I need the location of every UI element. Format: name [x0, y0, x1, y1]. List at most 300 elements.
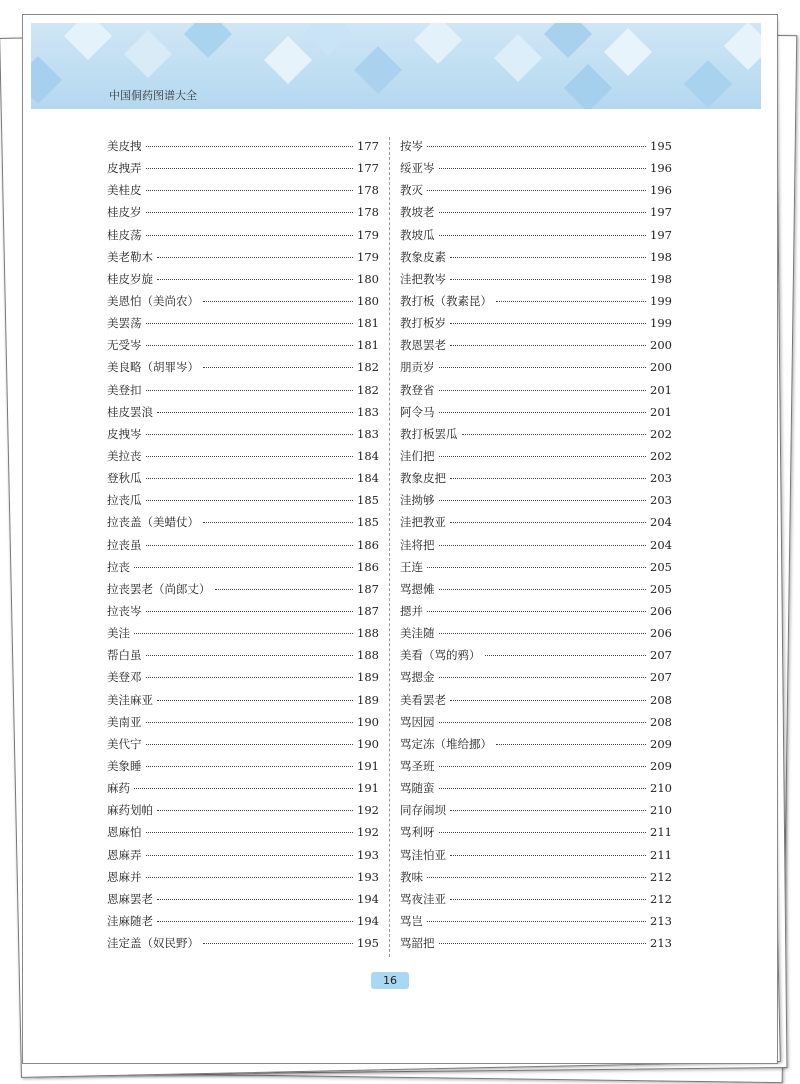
dot-leader: [146, 190, 354, 191]
entry-page: 198: [650, 249, 672, 264]
toc-entry[interactable]: [107, 847, 379, 869]
toc-right-column: [400, 138, 672, 957]
entry-name: 美拉丧: [107, 448, 142, 463]
dot-leader: [427, 921, 646, 922]
entry-page: 193: [357, 869, 379, 884]
dot-leader: [439, 589, 647, 590]
entry-page: 206: [650, 603, 672, 618]
dot-leader: [146, 744, 354, 745]
toc-entry[interactable]: [400, 847, 672, 869]
entry-page: 180: [357, 271, 379, 286]
entry-page: 210: [650, 803, 672, 818]
entry-page: 200: [650, 338, 672, 353]
entry-page: 188: [357, 626, 379, 641]
toc-entry[interactable]: [400, 736, 672, 758]
entry-page: 185: [357, 493, 379, 508]
toc-entry[interactable]: [107, 824, 379, 846]
dot-leader: [439, 633, 647, 634]
dot-leader: [146, 766, 354, 767]
dot-leader: [146, 855, 354, 856]
entry-name: 教味: [400, 869, 423, 884]
toc-entry[interactable]: [400, 780, 672, 802]
dot-leader: [450, 700, 646, 701]
toc-entry[interactable]: [400, 913, 672, 935]
entry-page: 187: [357, 581, 379, 596]
entry-name: 绥亚岑: [400, 161, 435, 176]
dot-leader: [439, 677, 647, 678]
dot-leader: [439, 456, 647, 457]
entry-page: 183: [357, 404, 379, 419]
entry-page: 211: [650, 825, 672, 840]
entry-page: 180: [357, 293, 379, 308]
toc-entry[interactable]: [107, 382, 379, 404]
dot-leader: [439, 943, 647, 944]
dot-leader: [427, 146, 646, 147]
entry-page: 201: [650, 382, 672, 397]
entry-page: 186: [357, 537, 379, 552]
dot-leader: [146, 345, 354, 346]
dot-leader: [439, 367, 647, 368]
toc-entry[interactable]: [107, 669, 379, 691]
dot-leader: [215, 589, 354, 590]
toc-entry[interactable]: [400, 293, 672, 315]
entry-name: 按岑: [400, 139, 423, 153]
entry-page: 189: [357, 692, 379, 707]
entry-name: 恩麻并: [107, 869, 142, 884]
entry-name: 阿令马: [400, 404, 435, 419]
entry-name: 美南亚: [107, 714, 142, 729]
dot-leader: [427, 611, 646, 612]
entry-name: 美登邓: [107, 670, 142, 685]
dot-leader: [157, 700, 353, 701]
entry-name: 骂夜洼亚: [400, 891, 446, 906]
entry-page: 199: [650, 316, 672, 331]
entry-page: 207: [650, 648, 672, 663]
toc-entry[interactable]: [107, 293, 379, 315]
toc-entry[interactable]: [400, 603, 672, 625]
entry-name: 王连: [400, 559, 423, 574]
entry-name: 美老勒木: [107, 249, 153, 264]
entry-page: 203: [650, 493, 672, 508]
toc-entry[interactable]: [107, 138, 379, 160]
dot-leader: [439, 390, 647, 391]
entry-name: 美洼随: [400, 626, 435, 641]
entry-name: 教坡老: [400, 205, 435, 220]
toc-entry[interactable]: [107, 537, 379, 559]
toc-entry[interactable]: [107, 913, 379, 935]
toc-entry[interactable]: [400, 559, 672, 581]
entry-name: 教灭: [400, 183, 423, 198]
dot-leader: [450, 257, 646, 258]
entry-page: 194: [357, 913, 379, 928]
entry-page: 183: [357, 426, 379, 441]
dot-leader: [146, 722, 354, 723]
entry-name: 骂摁金: [400, 670, 435, 685]
toc-entry[interactable]: [107, 802, 379, 824]
entry-page: 184: [357, 448, 379, 463]
entry-page: 206: [650, 626, 672, 641]
entry-page: 201: [650, 404, 672, 419]
entry-page: 208: [650, 692, 672, 707]
entry-name: 美罢荡: [107, 316, 142, 331]
toc-entry[interactable]: [400, 625, 672, 647]
entry-name: 教坡瓜: [400, 227, 435, 242]
toc-entry[interactable]: [107, 714, 379, 736]
dot-leader: [157, 921, 353, 922]
entry-page: 177: [357, 139, 379, 153]
entry-page: 181: [357, 338, 379, 353]
toc-entry[interactable]: [400, 891, 672, 913]
entry-page: 204: [650, 515, 672, 530]
toc-entry[interactable]: [400, 138, 672, 160]
entry-name: 美桂皮: [107, 183, 142, 198]
toc-entry[interactable]: [400, 404, 672, 426]
entry-name: 美洼: [107, 626, 130, 641]
toc-entry[interactable]: [107, 559, 379, 581]
entry-page: 202: [650, 426, 672, 441]
entry-name: 拉丧虽: [107, 537, 142, 552]
dot-leader: [450, 279, 646, 280]
toc-entry[interactable]: [400, 382, 672, 404]
dot-leader: [496, 301, 646, 302]
entry-page: 205: [650, 581, 672, 596]
entry-name: 登秋瓜: [107, 471, 142, 486]
toc-entry[interactable]: [400, 714, 672, 736]
entry-name: 拉丧岑: [107, 603, 142, 618]
dot-leader: [146, 877, 354, 878]
entry-page: 179: [357, 227, 379, 242]
dot-leader: [203, 367, 353, 368]
dot-leader: [203, 943, 353, 944]
entry-page: 196: [650, 183, 672, 198]
toc-entry[interactable]: [107, 426, 379, 448]
toc-entry[interactable]: [400, 448, 672, 470]
entry-page: 203: [650, 471, 672, 486]
toc-entry[interactable]: [400, 869, 672, 891]
toc-entry[interactable]: [107, 404, 379, 426]
dot-leader: [146, 146, 354, 147]
toc-entry[interactable]: [107, 736, 379, 758]
dot-leader: [439, 832, 647, 833]
dot-leader: [439, 168, 647, 169]
entry-page: 198: [650, 271, 672, 286]
entry-name: 皮拽岑: [107, 426, 142, 441]
toc-entry[interactable]: [107, 271, 379, 293]
dot-leader: [146, 390, 354, 391]
dot-leader: [157, 412, 353, 413]
entry-page: 193: [357, 847, 379, 862]
dot-leader: [157, 899, 353, 900]
entry-name: 美看（骂的鸦）: [400, 648, 481, 663]
entry-name: 骂随蛮: [400, 781, 435, 796]
entry-name: 朋贡岁: [400, 360, 435, 375]
entry-page: 178: [357, 205, 379, 220]
entry-name: 拉丧瓜: [107, 493, 142, 508]
dot-leader: [134, 633, 353, 634]
entry-name: 美洼麻亚: [107, 692, 153, 707]
entry-name: 洼拗够: [400, 493, 435, 508]
entry-page: 200: [650, 360, 672, 375]
toc-entry[interactable]: [107, 182, 379, 204]
toc-entry[interactable]: [107, 492, 379, 514]
dot-leader: [146, 832, 354, 833]
dot-leader: [146, 611, 354, 612]
entry-name: 桂皮岁旋: [107, 271, 153, 286]
entry-page: 199: [650, 293, 672, 308]
entry-name: 麻药: [107, 781, 130, 796]
entry-page: 191: [357, 758, 379, 773]
toc-entry[interactable]: [400, 359, 672, 381]
entry-name: 同存闹坝: [400, 803, 446, 818]
entry-name: 桂皮罢浪: [107, 404, 153, 419]
dot-leader: [427, 190, 646, 191]
entry-page: 195: [650, 139, 672, 153]
entry-page: 190: [357, 714, 379, 729]
toc-entry[interactable]: [107, 337, 379, 359]
toc-entry[interactable]: [107, 514, 379, 536]
book-title: 中国侗药图谱大全: [109, 89, 197, 102]
dot-leader: [146, 323, 354, 324]
entry-page: 185: [357, 515, 379, 530]
entry-page: 191: [357, 781, 379, 796]
toc-entry[interactable]: [400, 249, 672, 271]
entry-name: 教打板罢瓜: [400, 426, 458, 441]
toc-entry[interactable]: [107, 470, 379, 492]
toc-entry[interactable]: [107, 647, 379, 669]
dot-leader: [439, 766, 647, 767]
entry-page: 182: [357, 360, 379, 375]
entry-name: 骂洼怕亚: [400, 847, 446, 862]
toc-entry[interactable]: [400, 802, 672, 824]
dot-leader: [146, 655, 354, 656]
dot-leader: [146, 500, 354, 501]
dot-leader: [203, 301, 353, 302]
entry-name: 恩麻弄: [107, 847, 142, 862]
entry-name: 骂利呀: [400, 825, 435, 840]
toc-entry[interactable]: [400, 669, 672, 691]
dot-leader: [146, 677, 354, 678]
entry-name: 摁并: [400, 603, 423, 618]
entry-page: 179: [357, 249, 379, 264]
entry-name: 骂韶把: [400, 936, 435, 951]
dot-leader: [496, 744, 646, 745]
entry-name: 恩麻怕: [107, 825, 142, 840]
entry-name: 拉丧罢老（尚郎丈）: [107, 581, 211, 596]
toc-entry[interactable]: [107, 315, 379, 337]
toc-entry[interactable]: [400, 758, 672, 780]
dot-leader: [439, 500, 647, 501]
dot-leader: [485, 655, 647, 656]
entry-name: 教象皮把: [400, 471, 446, 486]
dot-leader: [427, 877, 646, 878]
entry-page: 202: [650, 448, 672, 463]
dot-leader: [146, 212, 354, 213]
entry-page: 197: [650, 227, 672, 242]
toc-entry[interactable]: [400, 204, 672, 226]
dot-leader: [450, 899, 646, 900]
entry-name: 桂皮荡: [107, 227, 142, 242]
toc-entry[interactable]: [400, 337, 672, 359]
dot-leader: [427, 567, 646, 568]
entry-page: 210: [650, 781, 672, 796]
dot-leader: [439, 212, 647, 213]
entry-name: 骂定冻（堆给挪）: [400, 736, 492, 751]
entry-name: 桂皮岁: [107, 205, 142, 220]
entry-page: 205: [650, 559, 672, 574]
toc-entry[interactable]: [400, 581, 672, 603]
entry-name: 洼把教岑: [400, 271, 446, 286]
toc-entry[interactable]: [400, 514, 672, 536]
entry-page: 208: [650, 714, 672, 729]
dot-leader: [439, 788, 647, 789]
dot-leader: [146, 434, 354, 435]
dot-leader: [450, 855, 646, 856]
toc-entry[interactable]: [107, 869, 379, 891]
toc-entry[interactable]: [107, 359, 379, 381]
dot-leader: [203, 522, 353, 523]
toc-entry[interactable]: [107, 692, 379, 714]
dot-leader: [146, 168, 354, 169]
toc-left-column: [107, 138, 379, 957]
dot-leader: [146, 478, 354, 479]
page-number: 16: [371, 972, 409, 989]
entry-name: 美良略（胡罪岑）: [107, 360, 199, 375]
entry-page: 189: [357, 670, 379, 685]
toc-entry[interactable]: [107, 227, 379, 249]
dot-leader: [450, 810, 646, 811]
book-page: [22, 14, 778, 1064]
entry-page: 184: [357, 471, 379, 486]
dot-leader: [146, 235, 354, 236]
toc-entry[interactable]: [107, 891, 379, 913]
entry-page: 177: [357, 161, 379, 176]
column-divider: [389, 137, 390, 957]
entry-name: 美代宁: [107, 736, 142, 751]
entry-name: 拉丧: [107, 559, 130, 574]
dot-leader: [450, 478, 646, 479]
toc-entry[interactable]: [400, 271, 672, 293]
entry-page: 182: [357, 382, 379, 397]
entry-page: 207: [650, 670, 672, 685]
dot-leader: [439, 545, 647, 546]
entry-name: 洼定盖（奴民野）: [107, 936, 199, 951]
entry-page: 194: [357, 891, 379, 906]
dot-leader: [146, 545, 354, 546]
entry-name: 美象睡: [107, 758, 142, 773]
toc-entry[interactable]: [107, 780, 379, 802]
entry-name: 洼把教亚: [400, 515, 446, 530]
entry-page: 204: [650, 537, 672, 552]
entry-page: 211: [650, 847, 672, 862]
entry-name: 恩麻罢老: [107, 891, 153, 906]
entry-page: 213: [650, 913, 672, 928]
dot-leader: [462, 434, 647, 435]
entry-page: 187: [357, 603, 379, 618]
dot-leader: [450, 323, 646, 324]
toc-entry[interactable]: [400, 426, 672, 448]
entry-page: 192: [357, 825, 379, 840]
dot-leader: [134, 788, 353, 789]
entry-name: 洼将把: [400, 537, 435, 552]
toc-entry[interactable]: [107, 603, 379, 625]
entry-name: 骂摁傩: [400, 581, 435, 596]
toc-entry[interactable]: [400, 160, 672, 182]
entry-page: 196: [650, 161, 672, 176]
toc-entry[interactable]: [400, 182, 672, 204]
entry-page: 188: [357, 648, 379, 663]
dot-leader: [450, 345, 646, 346]
toc-entry[interactable]: [400, 492, 672, 514]
toc-entry[interactable]: [107, 581, 379, 603]
entry-name: 骂圣班: [400, 758, 435, 773]
toc-entry[interactable]: [400, 470, 672, 492]
page-header-banner: [31, 23, 761, 109]
entry-page: 209: [650, 758, 672, 773]
dot-leader: [146, 456, 354, 457]
entry-name: 拉丧盖（美蜡仗）: [107, 515, 199, 530]
entry-page: 178: [357, 183, 379, 198]
entry-page: 192: [357, 803, 379, 818]
dot-leader: [157, 810, 353, 811]
entry-page: 181: [357, 316, 379, 331]
dot-leader: [439, 722, 647, 723]
entry-page: 213: [650, 936, 672, 951]
toc-entry[interactable]: [107, 448, 379, 470]
entry-page: 212: [650, 891, 672, 906]
toc-entry[interactable]: [107, 625, 379, 647]
entry-name: 麻药划帕: [107, 803, 153, 818]
entry-name: 美登扣: [107, 382, 142, 397]
toc-entry[interactable]: [107, 935, 379, 957]
entry-name: 帮白虽: [107, 648, 142, 663]
dot-leader: [439, 235, 647, 236]
toc-entry[interactable]: [400, 647, 672, 669]
toc-entry[interactable]: [400, 227, 672, 249]
entry-name: 骂因园: [400, 714, 435, 729]
entry-page: 197: [650, 205, 672, 220]
entry-page: 190: [357, 736, 379, 751]
toc-entry[interactable]: [107, 758, 379, 780]
entry-page: 195: [357, 936, 379, 951]
entry-name: 美看罢老: [400, 692, 446, 707]
toc-entry[interactable]: [400, 692, 672, 714]
entry-name: 教恩罢老: [400, 338, 446, 353]
entry-name: 骂岂: [400, 913, 423, 928]
toc-entry[interactable]: [107, 204, 379, 226]
entry-name: 洼们把: [400, 448, 435, 463]
entry-page: 186: [357, 559, 379, 574]
toc-entry[interactable]: [400, 537, 672, 559]
entry-name: 教登省: [400, 382, 435, 397]
entry-name: 美皮拽: [107, 139, 142, 153]
entry-name: 教打板岁: [400, 316, 446, 331]
toc-entry[interactable]: [400, 824, 672, 846]
entry-name: 皮拽弄: [107, 161, 142, 176]
entry-name: 洼麻随老: [107, 913, 153, 928]
entry-name: 美恩怕（美尚农）: [107, 293, 199, 308]
entry-name: 教打板（教素昆）: [400, 293, 492, 308]
toc-entry[interactable]: [400, 935, 672, 957]
dot-leader: [157, 279, 353, 280]
entry-page: 209: [650, 736, 672, 751]
toc-entry[interactable]: [107, 160, 379, 182]
dot-leader: [134, 567, 353, 568]
dot-leader: [439, 412, 647, 413]
dot-leader: [450, 522, 646, 523]
toc-entry[interactable]: [107, 249, 379, 271]
toc-entry[interactable]: [400, 315, 672, 337]
entry-name: 教象皮素: [400, 249, 446, 264]
